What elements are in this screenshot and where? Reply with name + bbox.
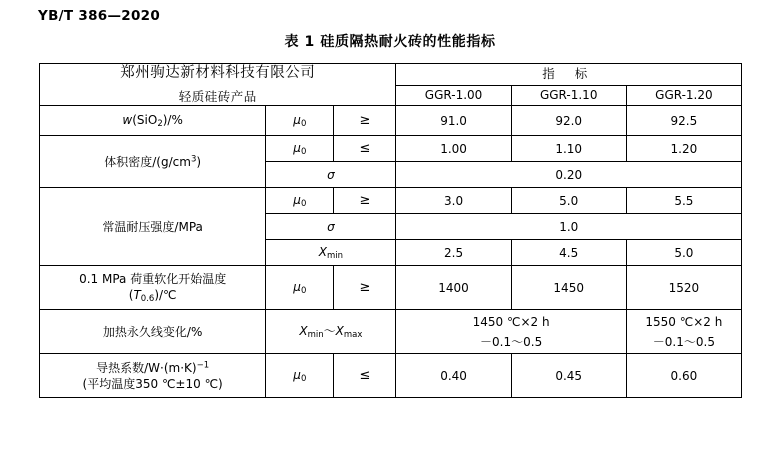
grade-header-2: GGR-1.10 [511, 85, 626, 106]
value-cell: 0.60 [626, 354, 741, 398]
value-cell: 1.0 [396, 214, 742, 240]
table-row [40, 136, 742, 162]
property-cold-crushing-strength [40, 188, 266, 266]
table-row [40, 354, 742, 398]
value-cell: 3.0 [396, 188, 511, 214]
value-cell: 5.0 [626, 240, 741, 266]
relation-cell: ≥ [334, 106, 396, 136]
table-row [40, 266, 742, 310]
value-cell: 1450 [511, 266, 626, 310]
property-label: 加热永久线变化/% [102, 324, 203, 339]
grade-header-3: GGR-1.20 [626, 85, 741, 106]
table-row [40, 106, 742, 136]
value-cell: 0.45 [511, 354, 626, 398]
relation-cell: ≥ [334, 266, 396, 310]
symbol-cell: $\mu_0$ [266, 136, 334, 162]
property-refractoriness-under-load [40, 266, 266, 310]
spec-table [39, 63, 742, 398]
property-bulk-density: 体积密度$/(g/cm^3)$ [40, 136, 266, 188]
index-header: 指 标 [396, 64, 742, 86]
standard-code: YB/T 386—2020 [38, 8, 161, 24]
value-cell: 1550 ℃×2 h －0.1～0.5 [626, 310, 741, 354]
value-cell: 2.5 [396, 240, 511, 266]
value-cell: 92.0 [511, 106, 626, 136]
symbol-cell: $\mu_0$ [266, 354, 334, 398]
property-sublabel: (平均温度350 ℃±10 ℃) [82, 376, 223, 391]
property-label: 导热系数$/W\cdot(m\cdot K)^{-1}$ [96, 360, 210, 375]
symbol-cell: σ [266, 214, 396, 240]
company-line-1: 郑州驹达新材料科技有限公司 [120, 65, 316, 81]
value-cell: 4.5 [511, 240, 626, 266]
spec-table-wrapper [39, 63, 742, 398]
value-cell: 5.0 [511, 188, 626, 214]
symbol-cell: $X_{min}\sim X_{max}$ [266, 310, 396, 354]
symbol-cell: $\mu_0$ [266, 188, 334, 214]
value-cell: 0.40 [396, 354, 511, 398]
value-cell: 5.5 [626, 188, 741, 214]
property-label: 0.1 MPa 荷重软化开始温度 [79, 271, 227, 286]
value-cell: 1450 ℃×2 h －0.1～0.5 [396, 310, 626, 354]
symbol-cell: $\mu_0$ [266, 106, 334, 136]
relation-cell: ≤ [334, 354, 396, 398]
company-line-2: 轻质硅砖产品 [178, 88, 257, 104]
symbol-cell: $\mu_0$ [266, 266, 334, 310]
value-cell: 1.00 [396, 136, 511, 162]
relation-cell: ≤ [334, 136, 396, 162]
value-cell: 1.10 [511, 136, 626, 162]
property-thermal-conductivity [40, 354, 266, 398]
table-title: 表 1 硅质隔热耐火砖的性能指标 [284, 34, 496, 50]
property-sublabel: $(T_{0.6})/℃$ [128, 287, 177, 304]
property-sio2: w(SiO$_2$)/% [40, 106, 266, 136]
value-cell: 1.20 [626, 136, 741, 162]
property-permanent-linear-change [40, 310, 266, 354]
table-row [40, 310, 742, 354]
value-cell: 1520 [626, 266, 741, 310]
symbol-cell: σ [266, 162, 396, 188]
value-cell: 0.20 [396, 162, 742, 188]
value-cell: 92.5 [626, 106, 741, 136]
grade-header-1: GGR-1.00 [396, 85, 511, 106]
value-cell: 1400 [396, 266, 511, 310]
value-cell: 91.0 [396, 106, 511, 136]
symbol-cell: $X_{min}$ [266, 240, 396, 266]
company-cell [40, 64, 396, 106]
table-header-row-1 [40, 64, 742, 86]
table-row [40, 188, 742, 214]
property-label: 常温耐压强度/MPa [102, 219, 203, 234]
relation-cell: ≥ [334, 188, 396, 214]
